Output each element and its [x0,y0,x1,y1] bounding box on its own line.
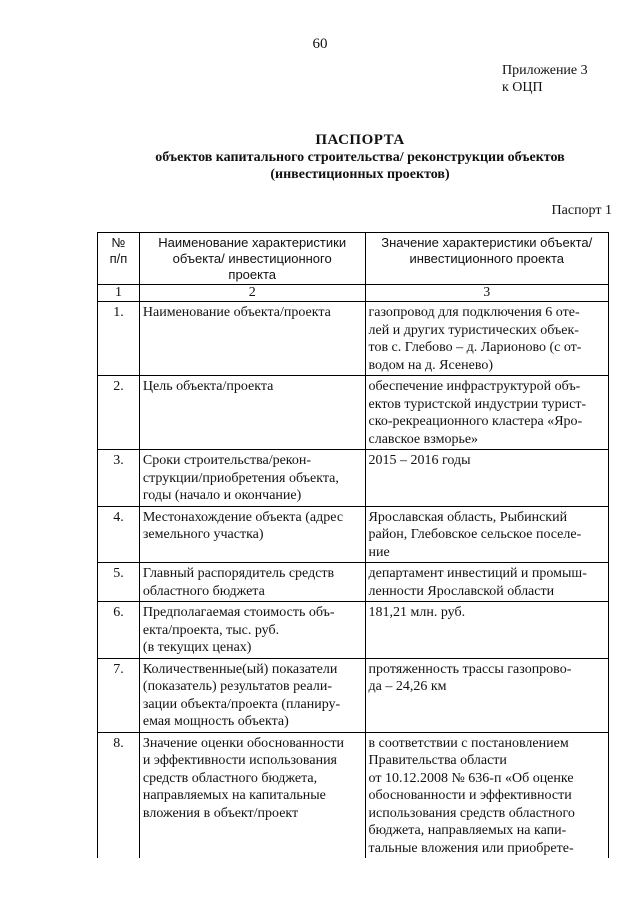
characteristic-value-line: бюджета, направляемых на капи- [368,823,567,838]
characteristic-value-line: в соответствии с постановлением [368,735,569,751]
header-characteristic [139,233,365,285]
characteristic-value [365,732,608,858]
row-number: 8. [98,732,140,858]
characteristic-value-line: газопровод для подключения 6 оте- [368,305,580,320]
header-value-line: инвестиционного проекта [409,251,565,266]
characteristic-value-line: ние [368,544,390,560]
header-characteristic-line: объекта/ инвестиционного [172,251,332,266]
characteristic-name-line: зации объекта/проекта (планиру- [142,696,341,712]
column-number-row [98,285,609,302]
row-number: 1. [98,302,140,376]
title-main: ПАСПОРТА [315,132,405,148]
characteristic-value-line: тов с. Глебово – д. Ларионово (с от- [368,340,582,355]
row-number: 5. [98,563,140,602]
characteristic-name-line: струкции/приобретения объекта, [142,470,339,486]
characteristic-value [365,376,608,450]
characteristic-name [139,732,365,858]
characteristic-value-line: 181,21 млн. руб. [368,605,466,620]
characteristic-value-line: ектов туристской индустрии турист- [368,396,587,412]
appendix-line-1: Приложение 3 [502,63,588,78]
row-number: 2. [98,376,140,450]
column-number: 2 [139,285,365,302]
characteristic-name-line: (в текущих ценах) [142,640,252,655]
characteristic-name-line: емая мощность объекта) [142,714,289,729]
characteristic-name [139,658,365,732]
table-header-row [98,233,609,285]
characteristic-name-line: годы (начало и окончание) [142,488,302,503]
characteristic-value-line: ско-рекреационного кластера «Яро- [368,414,583,429]
characteristic-value-line: Ярославская область, Рыбинский [368,509,568,525]
header-value-line: Значение характеристики объекта/ [381,235,593,250]
characteristic-name [139,376,365,450]
document-title [60,131,640,183]
characteristic-value [365,302,608,376]
characteristic-name-line: и эффективности использования [142,753,337,768]
row-number: 3. [98,450,140,507]
characteristic-value-line: водом на д. Ясенево) [368,357,493,373]
characteristic-name-line: Сроки строительства/рекон- [142,453,312,468]
characteristic-name [139,302,365,376]
page-number: 60 [312,36,328,52]
passport-table [97,232,609,858]
title-line-2: объектов капитального строительства/ реконструкции объектов [155,150,565,165]
table-row [98,563,609,602]
characteristic-value-line: район, Глебовское сельское поселе- [368,527,582,542]
characteristic-value-line: 2015 – 2016 годы [368,453,471,468]
row-number: 4. [98,506,140,563]
characteristic-name [139,450,365,507]
characteristic-name-line: Предполагаемая стоимость объ- [142,605,335,620]
characteristic-name [139,563,365,602]
characteristic-value-line: лей и других туристических объек- [368,322,579,338]
header-number [98,233,140,285]
table-row [98,732,609,858]
characteristic-name-line: Главный распорядитель средств [142,566,335,581]
header-characteristic-line: проекта [228,267,277,282]
row-number: 6. [98,602,140,659]
characteristic-name-line: Значение оценки обоснованности [142,735,344,751]
header-number-line: № [111,235,126,250]
table-row [98,658,609,732]
characteristic-value-line: от 10.12.2008 № 636-п «Об оценке [368,770,574,786]
appendix-note [502,62,588,96]
appendix-line-2: к ОЦП [502,80,543,95]
header-value [365,233,608,285]
characteristic-name-line: областного бюджета [142,583,265,599]
characteristic-value [365,563,608,602]
header-characteristic-line: Наименование характеристики [158,235,347,250]
title-line-3: (инвестиционных проектов) [270,167,450,182]
characteristic-value-line: департамент инвестиций и промыш- [368,566,587,581]
table-body [98,302,609,859]
characteristic-name-line: средств областного бюджета, [142,770,318,786]
characteristic-value-line: да – 24,26 км [368,679,447,694]
table-row [98,602,609,659]
characteristic-value-line: обеспечение инфраструктурой объ- [368,379,581,394]
characteristic-value [365,506,608,563]
table-row [98,376,609,450]
characteristic-name [139,506,365,563]
characteristic-value-line: славское взморье» [368,431,479,447]
characteristic-value-line: Правительства области [368,753,507,768]
characteristic-value-line: ленности Ярославской области [368,583,555,599]
characteristic-name-line: Местонахождение объекта (адрес [142,509,344,525]
characteristic-value [365,450,608,507]
characteristic-name-line: направляемых на капитальные [142,788,326,803]
table-row [98,450,609,507]
characteristic-name-line: (показатель) результатов реали- [142,679,333,694]
table-row [98,506,609,563]
characteristic-name-line: Количественные(ый) показатели [142,661,338,677]
characteristic-value [365,658,608,732]
characteristic-value [365,602,608,659]
column-number: 3 [365,285,608,302]
characteristic-value-line: использования средств областного [368,805,575,821]
table-row [98,302,609,376]
characteristic-value-line: протяженность трассы газопрово- [368,661,572,677]
characteristic-name-line: Наименование объекта/проекта [142,305,331,320]
column-number: 1 [98,285,140,302]
passport-label: Паспорт 1 [551,203,612,218]
row-number: 7. [98,658,140,732]
characteristic-name-line: земельного участка) [142,527,264,542]
characteristic-value-line: тальные вложения или приобрете- [368,840,574,856]
characteristic-name-line: вложения в объект/проект [142,805,299,821]
characteristic-value-line: обоснованности и эффективности [368,788,572,803]
characteristic-name-line: Цель объекта/проекта [142,379,274,394]
characteristic-name-line: екта/проекта, тыс. руб. [142,622,280,638]
characteristic-name [139,602,365,659]
header-number-line: п/п [109,251,128,266]
